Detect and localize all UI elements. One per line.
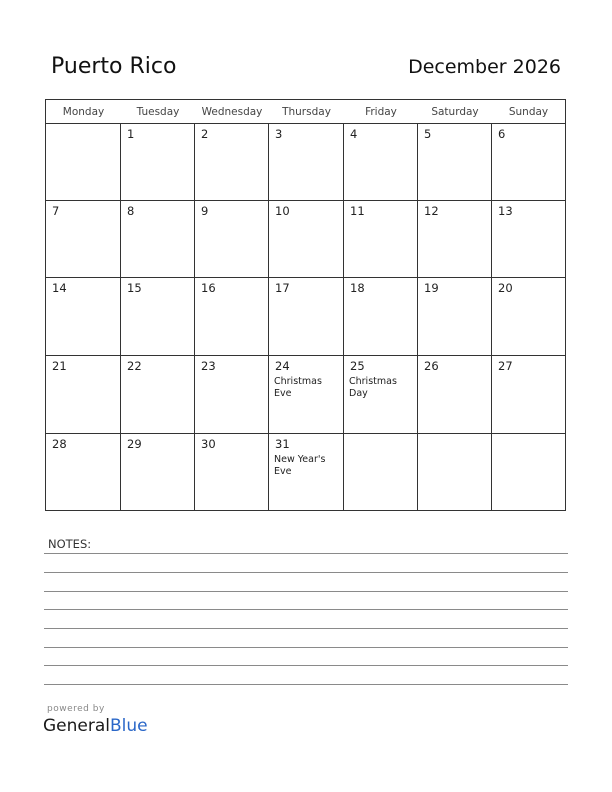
day-cell [269,278,344,356]
calendar-grid [45,99,566,511]
day-number: 28 [52,437,67,451]
day-cell [418,356,492,434]
day-cell [46,356,121,434]
day-number: 4 [350,127,358,141]
notes-line [44,609,568,610]
weekday-header: Friday [344,100,418,124]
day-number: 23 [201,359,216,373]
notes-line [44,572,568,573]
day-number: 13 [498,204,513,218]
day-number: 21 [52,359,67,373]
day-cell [46,201,121,278]
weekday-header: Thursday [269,100,344,124]
day-cell [344,278,418,356]
day-number: 7 [52,204,60,218]
logo-blue: Blue [110,716,148,736]
day-cell [418,124,492,201]
holiday-label: Christmas Day [349,376,397,399]
day-number: 3 [275,127,283,141]
day-number: 10 [275,204,290,218]
weekday-header: Saturday [418,100,492,124]
day-cell [195,201,269,278]
day-cell [121,201,195,278]
notes-line [44,684,568,685]
day-number: 31 [275,437,290,451]
day-cell [121,124,195,201]
day-cell [269,201,344,278]
notes-line [44,665,568,666]
day-cell [46,278,121,356]
day-cell [492,278,565,356]
day-number: 18 [350,281,365,295]
day-cell [46,434,121,510]
day-cell [121,434,195,510]
day-number: 1 [127,127,135,141]
day-number: 20 [498,281,513,295]
notes-line [44,553,568,554]
day-number: 17 [275,281,290,295]
day-number: 9 [201,204,209,218]
day-cell [418,201,492,278]
generalblue-logo [43,716,148,736]
day-cell [492,434,565,510]
notes-label: NOTES: [48,537,92,551]
day-cell [344,124,418,201]
day-number: 15 [127,281,142,295]
weekday-header: Tuesday [121,100,195,124]
day-cell [344,434,418,510]
day-number: 24 [275,359,290,373]
holiday-label: Christmas Eve [274,376,322,399]
day-cell [492,124,565,201]
day-cell [492,201,565,278]
notes-line [44,591,568,592]
day-number: 16 [201,281,216,295]
day-cell [46,124,121,201]
day-number: 5 [424,127,432,141]
day-cell [121,278,195,356]
day-number: 6 [498,127,506,141]
day-cell [269,124,344,201]
weekday-header: Monday [46,100,121,124]
day-cell [418,278,492,356]
notes-line [44,647,568,648]
day-cell [195,278,269,356]
day-number: 27 [498,359,513,373]
day-number: 30 [201,437,216,451]
day-number: 14 [52,281,67,295]
day-number: 19 [424,281,439,295]
day-cell [344,356,418,434]
day-cell [344,201,418,278]
day-number: 26 [424,359,439,373]
day-number: 11 [350,204,365,218]
day-number: 12 [424,204,439,218]
day-cell [269,434,344,510]
day-number: 8 [127,204,135,218]
weekday-header: Sunday [492,100,565,124]
month-title: December 2026 [408,56,561,78]
powered-by-text: powered by [47,704,105,714]
logo-general: General [43,716,110,736]
day-number: 29 [127,437,142,451]
day-cell [492,356,565,434]
notes-line [44,628,568,629]
day-cell [121,356,195,434]
day-cell [195,124,269,201]
country-title: Puerto Rico [51,54,177,79]
day-number: 2 [201,127,209,141]
day-cell [269,356,344,434]
weekday-header: Wednesday [195,100,269,124]
day-cell [195,356,269,434]
day-cell [418,434,492,510]
day-cell [195,434,269,510]
day-number: 22 [127,359,142,373]
day-number: 25 [350,359,365,373]
holiday-label: New Year's Eve [274,454,326,477]
